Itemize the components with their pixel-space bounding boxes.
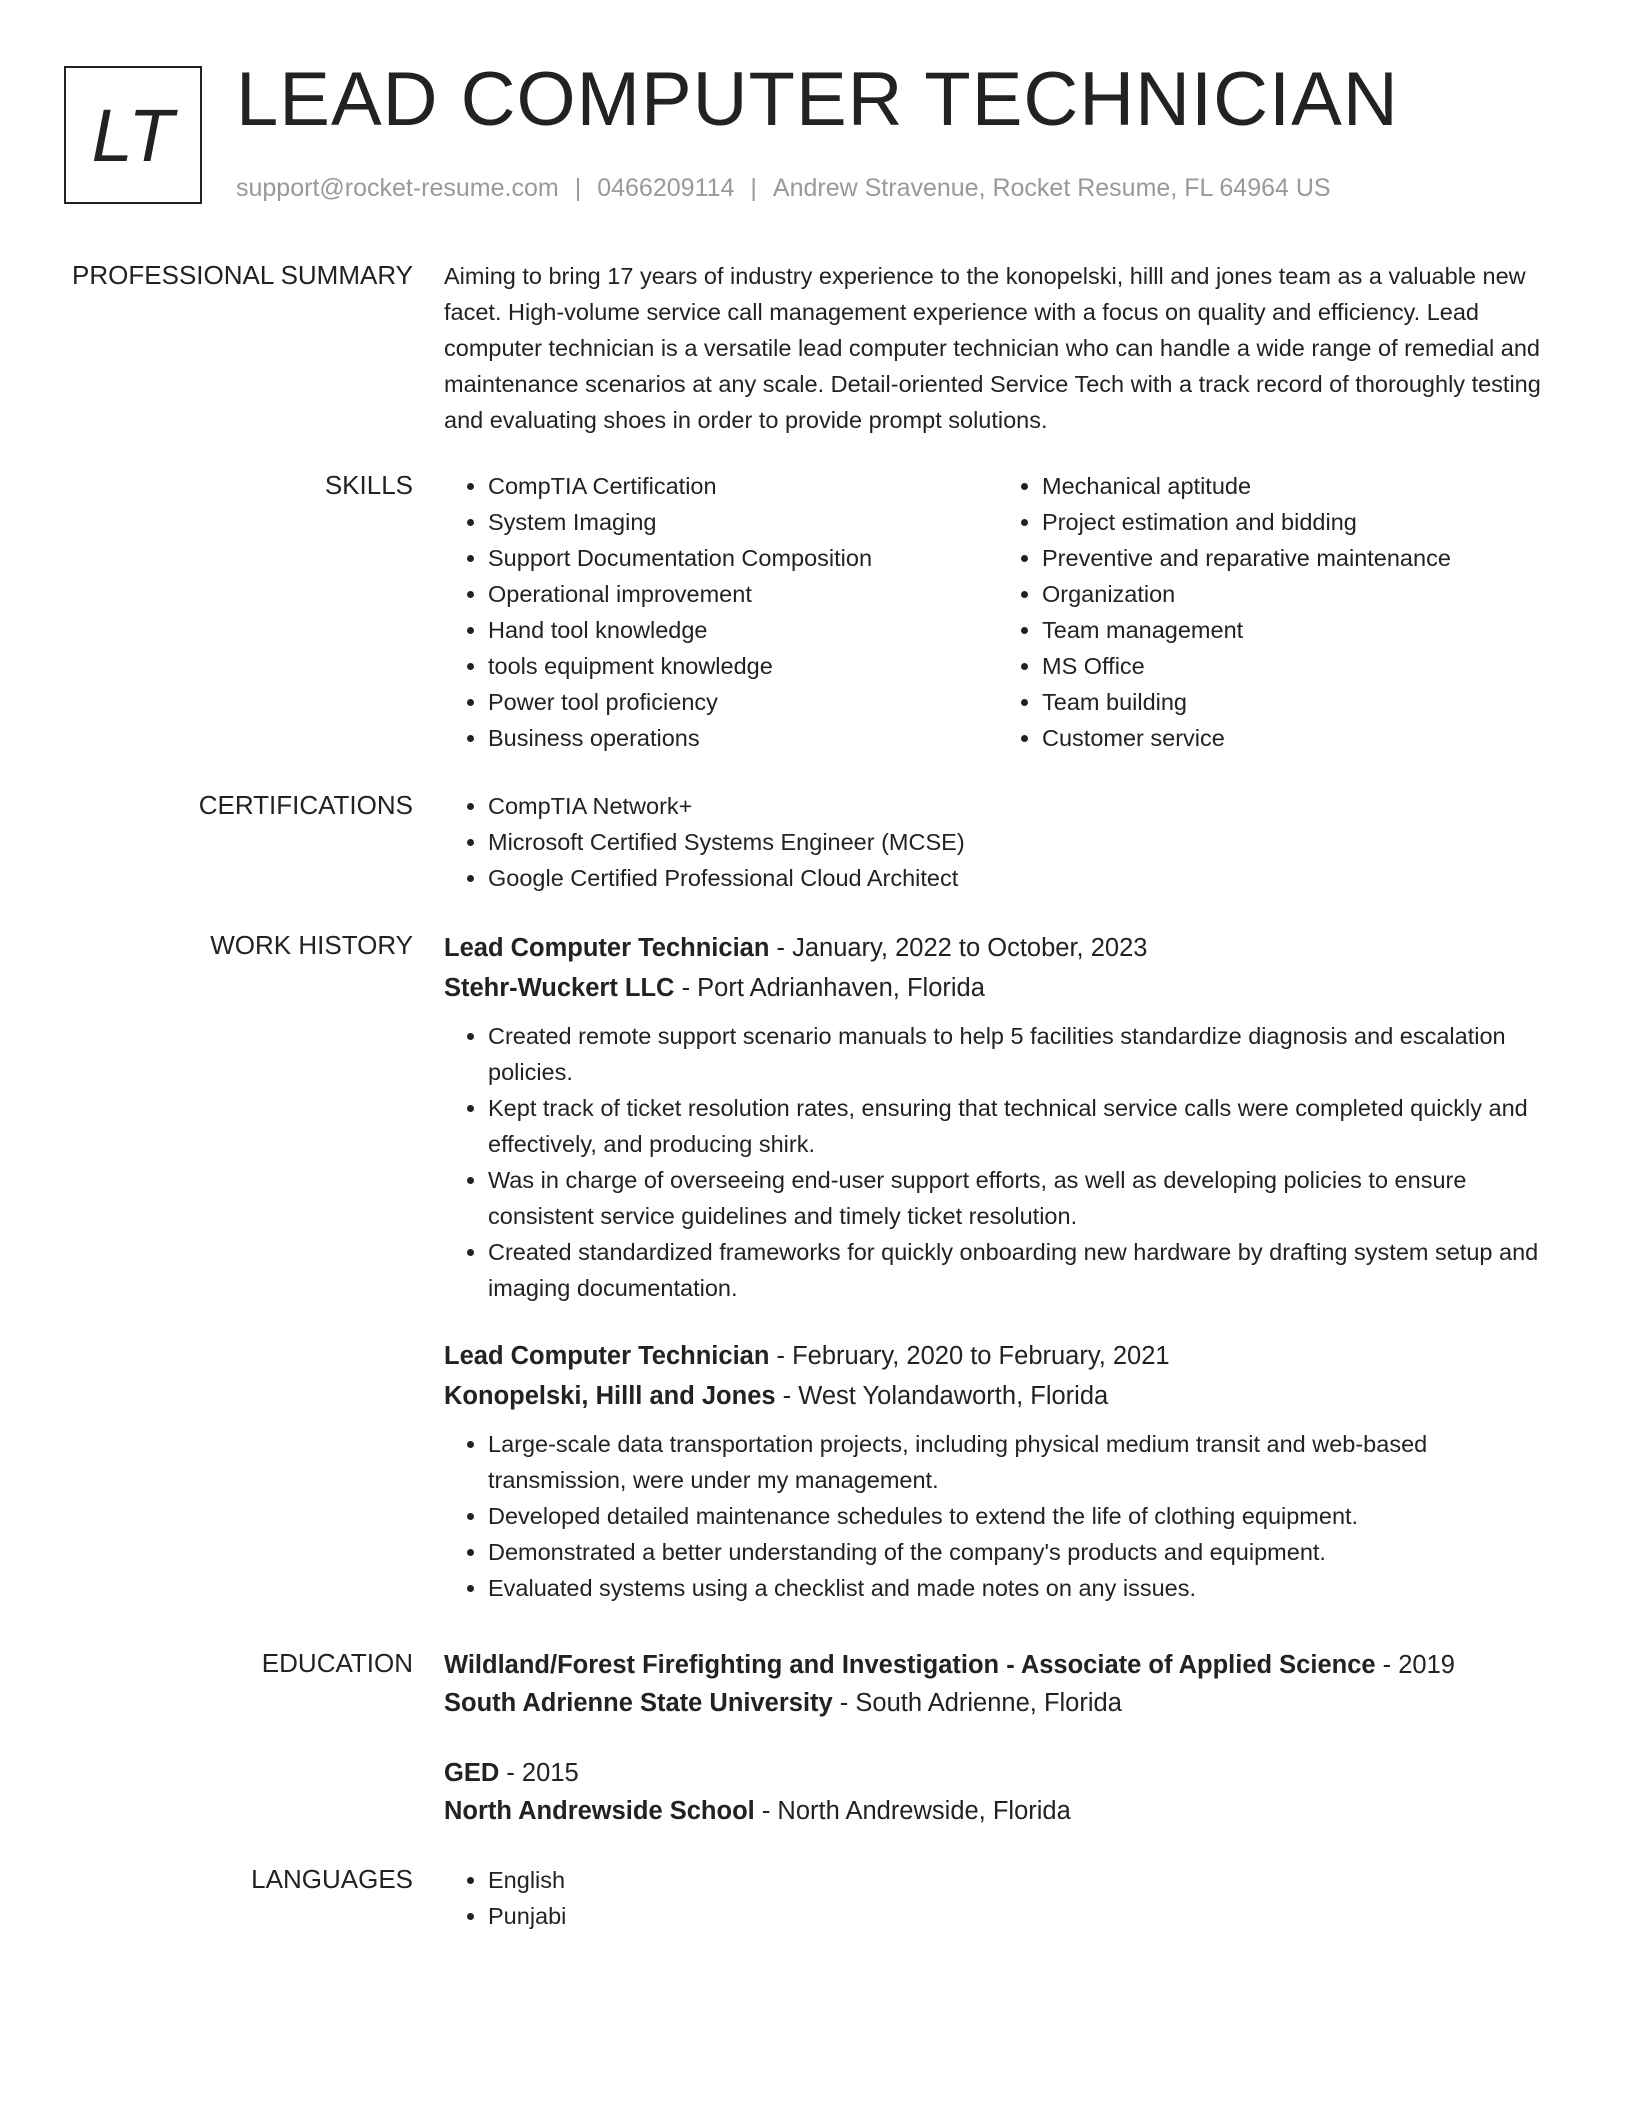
job-bullets	[444, 1426, 1552, 1606]
job-bullet: • Kept track of ticket resolution rates, ensuring that technical service calls were completed quickly and effectively, and producing shirk.	[488, 1090, 1552, 1162]
school-location: - North Andrewside, Florida	[754, 1797, 1071, 1825]
degree-line	[444, 1754, 1552, 1792]
job-bullets	[444, 1018, 1552, 1306]
job-company-line	[444, 1376, 1552, 1416]
skills-list-left	[444, 468, 998, 756]
job-dates: - January, 2022 to October, 2023	[769, 934, 1148, 962]
job-bullet: • Demonstrated a better understanding of the company's products and equipment.	[488, 1534, 1552, 1570]
summary-text: Aiming to bring 17 years of industry experience to the konopelski, hilll and jones team as a valuable new facet. High-volume service call management experience with a focus on quality and efficiency. Lead computer technician is a versatile lead computer technician who can handle a wide range of remedial and maintenance scenarios at any scale. Detail-oriented Service Tech with a track record of thoroughly testing and evaluating shoes in order to provide prompt solutions.	[444, 263, 1541, 433]
skills-list-right	[998, 468, 1552, 756]
school-name: North Andrewside School	[444, 1797, 755, 1825]
job-bullet: • Was in charge of overseeing end-user support efforts, as well as developing policies to ensure consistent service guidelines and timely ticket resolution.	[488, 1162, 1552, 1234]
degree-name: Wildland/Forest Firefighting and Investigation - Associate of Applied Science	[444, 1651, 1376, 1679]
languages-body	[444, 1862, 1552, 1934]
skill-item: • Project estimation and bidding	[1042, 504, 1552, 540]
section-label-skills: SKILLS	[324, 470, 413, 500]
certification-item: • CompTIA Network+	[488, 788, 1552, 824]
work-history-body	[444, 928, 1552, 1606]
certification-item: • Microsoft Certified Systems Engineer (MCSE)	[488, 824, 1552, 860]
job-bullet: • Created standardized frameworks for quickly onboarding new hardware by drafting system setup and imaging documentation.	[488, 1234, 1552, 1306]
address-text: Andrew Stravenue, Rocket Resume, FL 64964 US	[772, 174, 1331, 202]
job-company: Konopelski, Hilll and Jones	[444, 1382, 776, 1410]
skill-item: • Mechanical aptitude	[1042, 468, 1552, 504]
job-location: - Port Adrianhaven, Florida	[674, 974, 985, 1002]
skill-item: • Customer service	[1042, 720, 1552, 756]
education-body	[444, 1646, 1552, 1830]
certification-item: • Google Certified Professional Cloud Architect	[488, 860, 1552, 896]
job-bullet: • Evaluated systems using a checklist and made notes on any issues.	[488, 1570, 1552, 1606]
school-line	[444, 1684, 1552, 1722]
skill-item: • Team building	[1042, 684, 1552, 720]
job-title-line	[444, 928, 1552, 968]
skill-item: • Hand tool knowledge	[488, 612, 998, 648]
section-label-education: EDUCATION	[261, 1648, 413, 1678]
certifications-list	[444, 788, 1552, 896]
school-line	[444, 1792, 1552, 1830]
skill-item: • Team management	[1042, 612, 1552, 648]
job-dates: - February, 2020 to February, 2021	[769, 1342, 1170, 1370]
job-bullet: • Developed detailed maintenance schedules to extend the life of clothing equipment.	[488, 1498, 1552, 1534]
section-label-certifications: CERTIFICATIONS	[198, 790, 413, 820]
phone-text: 0466209114	[597, 174, 735, 202]
section-label-summary: PROFESSIONAL SUMMARY	[72, 260, 413, 290]
email-text: support@rocket-resume.com	[236, 174, 559, 202]
degree-year: - 2015	[499, 1759, 579, 1787]
job-bullet: • Large-scale data transportation projects, including physical medium transit and web-based transmission, were under my management.	[488, 1426, 1552, 1498]
skill-item: • Organization	[1042, 576, 1552, 612]
job-location: - West Yolandaworth, Florida	[775, 1382, 1109, 1410]
skill-item: • Preventive and reparative maintenance	[1042, 540, 1552, 576]
skill-item: • tools equipment knowledge	[488, 648, 998, 684]
monogram-logo: LT	[64, 66, 202, 204]
skill-item: • Business operations	[488, 720, 998, 756]
job-bullet: • Created remote support scenario manuals to help 5 facilities standardize diagnosis and escalation policies.	[488, 1018, 1552, 1090]
language-item: • Punjabi	[488, 1898, 1552, 1934]
skill-item: • Power tool proficiency	[488, 684, 998, 720]
degree-name: GED	[444, 1759, 500, 1787]
skill-item: • MS Office	[1042, 648, 1552, 684]
language-item: • English	[488, 1862, 1552, 1898]
school-location: - South Adrienne, Florida	[832, 1689, 1122, 1717]
job-entry	[444, 928, 1552, 1306]
job-entry	[444, 1336, 1552, 1606]
contact-line	[236, 174, 1331, 203]
skill-item: • CompTIA Certification	[488, 468, 998, 504]
section-label-languages: LANGUAGES	[251, 1864, 413, 1894]
skill-item: • System Imaging	[488, 504, 998, 540]
certifications-body	[444, 788, 1552, 896]
skill-item: • Operational improvement	[488, 576, 998, 612]
page-title: LEAD COMPUTER TECHNICIAN	[236, 57, 1399, 142]
education-entry	[444, 1646, 1552, 1722]
job-company-line	[444, 968, 1552, 1008]
education-entry	[444, 1754, 1552, 1830]
section-label-work: WORK HISTORY	[210, 930, 413, 960]
contact-separator: |	[574, 174, 582, 202]
degree-line	[444, 1646, 1552, 1684]
contact-separator: |	[750, 174, 757, 202]
languages-list	[444, 1862, 1552, 1934]
job-company: Stehr-Wuckert LLC	[444, 974, 675, 1002]
skills-lists	[444, 468, 1552, 756]
job-title: Lead Computer Technician	[444, 934, 770, 962]
job-title-line	[444, 1336, 1552, 1376]
degree-year: - 2019	[1375, 1651, 1455, 1679]
job-title: Lead Computer Technician	[444, 1342, 770, 1370]
school-name: South Adrienne State University	[444, 1689, 833, 1717]
skill-item: • Support Documentation Composition	[488, 540, 998, 576]
